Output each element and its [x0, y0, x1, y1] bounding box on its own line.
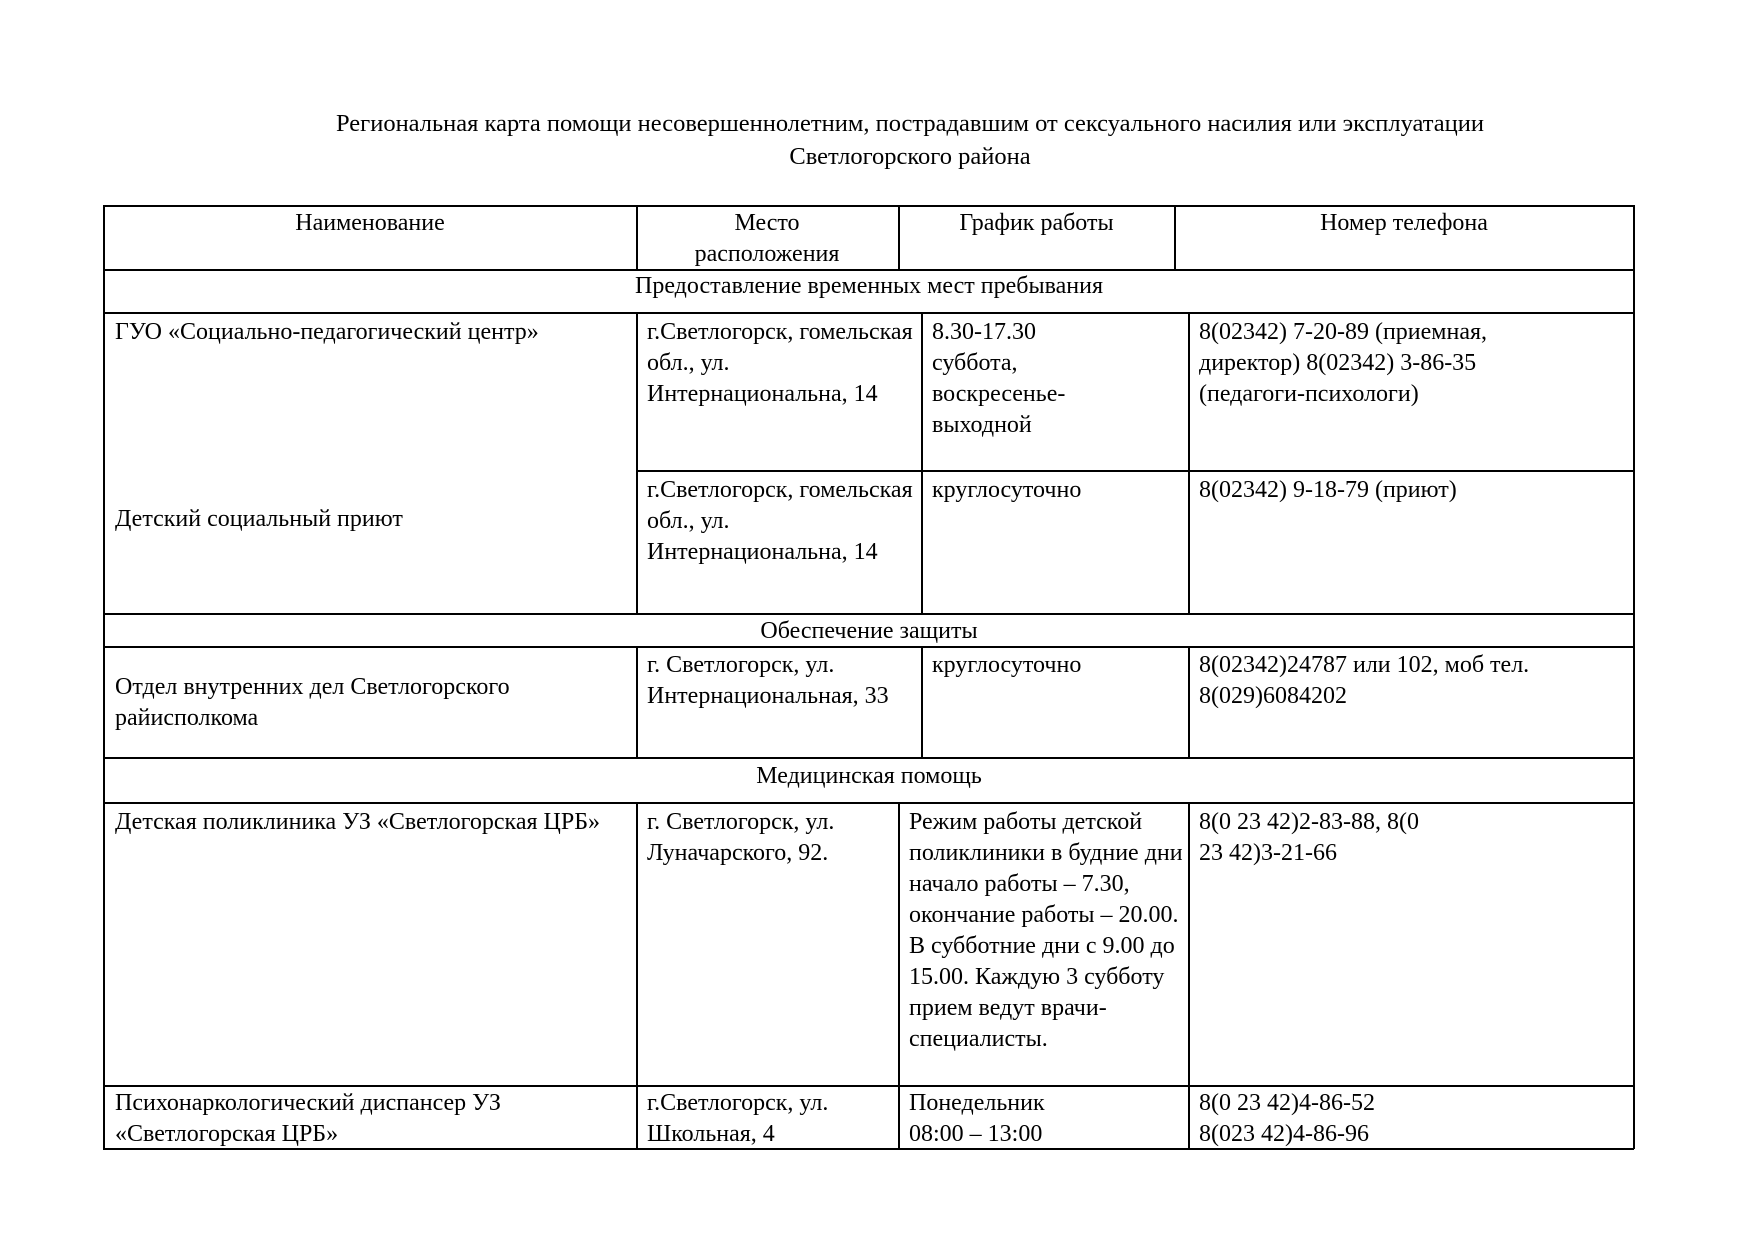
col-divider [636, 802, 638, 1149]
row-location: г. Светлогорск, ул. Луначарского, 92. [647, 809, 835, 866]
row-schedule [909, 1088, 1184, 1150]
col-divider [921, 312, 923, 614]
section-title: Предоставление временных мест пребывания [635, 273, 1103, 299]
row-schedule: круглосуточно [932, 652, 1082, 678]
title-line-1: Региональная карта помощи несовершеннолетним, пострадавшим от сексуального насилия или эксплуатации [335, 110, 1484, 137]
header-name: Наименование [295, 210, 445, 236]
row-divider [636, 470, 1634, 472]
table-border-left [103, 205, 105, 1149]
schedule-line: 08:00 – 13:00 [909, 1121, 1043, 1147]
row-divider [103, 613, 1634, 615]
schedule-line: Понедельник [909, 1090, 1045, 1116]
header-schedule: График работы [959, 210, 1114, 236]
row-name: Детская поликлиника УЗ «Светлогорская ЦРБ» [115, 809, 600, 835]
row-name: Детский социальный приют [115, 506, 403, 532]
row-location: г.Светлогорск, гомельская обл., ул. Интернациональна, 14 [647, 477, 913, 565]
phone-primary: 8(02342)24787 или 102 [1199, 652, 1433, 678]
page-title [200, 107, 1620, 173]
col-divider [1188, 312, 1190, 614]
col-divider [1188, 802, 1190, 1149]
row-schedule: круглосуточно [932, 477, 1082, 503]
row-phone: 8(0 23 42)2-83-88, 8(0 23 42)3-21-66 [1199, 809, 1419, 866]
row-phone: 8(02342) 7-20-89 (приемная, директор) 8(02342) 3-86-35 (педагоги-психологи) [1199, 319, 1488, 407]
col-divider [636, 205, 638, 270]
phone-line: 8(0 23 42)4-86-52 [1199, 1090, 1375, 1116]
row-divider [103, 757, 1634, 759]
header-location: Место расположения [694, 210, 840, 267]
table-border-right [1633, 205, 1635, 1149]
row-schedule: Режим работы детской поликлиники в будние дни начало работы – 7.30, окончание работы – 20.00. В субботние дни с 9.00 до 15.00. Каждую 3 субботу прием ведут врачи-специалисты. [909, 809, 1183, 1052]
phone-line: 8(023 42)4-86-96 [1199, 1121, 1369, 1147]
row-divider [103, 802, 1634, 804]
row-schedule: 8.30-17.30 суббота, воскресенье- выходной [932, 319, 1066, 438]
section-title: Медицинская помощь [756, 763, 982, 789]
col-divider [1188, 646, 1190, 758]
section-title: Обеспечение защиты [760, 618, 978, 644]
row-name: ГУО «Социально-педагогический центр» [115, 319, 539, 345]
title-line-2: Светлогорского района [789, 143, 1031, 170]
table-border-top [103, 205, 1634, 207]
col-divider [921, 646, 923, 758]
col-divider [636, 312, 638, 614]
row-phone: 8(02342) 9-18-79 (приют) [1199, 477, 1457, 503]
row-location: г.Светлогорск, гомельская обл., ул. Интернациональна, 14 [647, 319, 913, 407]
phone-secondary: , моб тел. 8(029)6084202 [1199, 652, 1530, 709]
row-location: г.Светлогорск, ул. Школьная, 4 [647, 1090, 829, 1147]
header-phone: Номер телефона [1320, 210, 1488, 236]
row-phone [1199, 1088, 1499, 1150]
col-divider [898, 802, 900, 1149]
row-location: г. Светлогорск, ул. Интернациональная, 33 [647, 652, 889, 709]
row-name: Отдел внутренних дел Светлогорского райисполкома [115, 674, 510, 731]
row-divider [103, 312, 1634, 314]
row-divider [103, 1085, 1634, 1087]
row-name: Психонаркологический диспансер УЗ «Светлогорская ЦРБ» [115, 1090, 501, 1147]
col-divider [636, 646, 638, 758]
row-phone [1199, 650, 1539, 712]
